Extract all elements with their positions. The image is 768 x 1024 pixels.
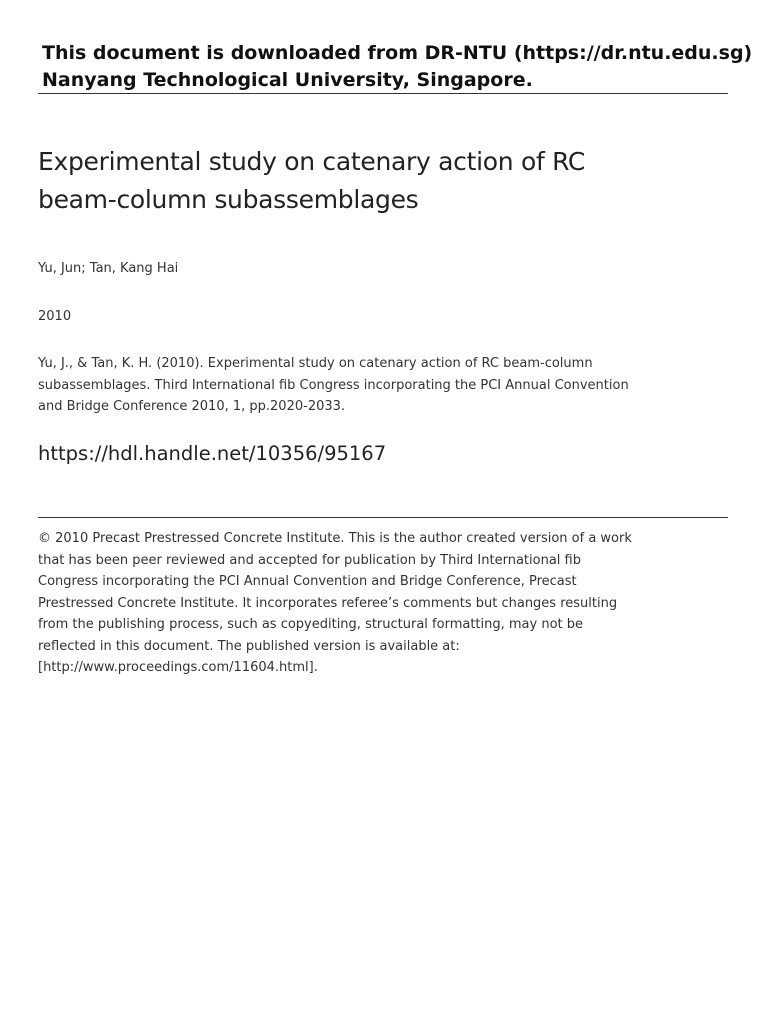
citation-line-1: Yu, J., & Tan, K. H. (2010). Experimental study on catenary action of RC beam-column [38, 356, 593, 371]
repository-header [42, 40, 753, 94]
citation-line-2: subassemblages. Third International fib Congress incorporating the PCI Annual Convention [38, 377, 629, 393]
citation [38, 353, 728, 418]
title-line-1: Experimental study on catenary action of RC [38, 147, 586, 176]
handle-link[interactable]: https://hdl.handle.net/10356/95167 [38, 442, 387, 465]
authors: Yu, Jun; Tan, Kang Hai [38, 261, 179, 276]
title-line-2: beam-column subassemblages [38, 185, 419, 214]
published-version-link[interactable]: [http://www.proceedings.com/11604.html]. [38, 660, 318, 675]
repository-source-line: This document is downloaded from DR-NTU (https://dr.ntu.edu.sg) [42, 42, 753, 64]
notice-divider [38, 517, 728, 518]
notice-line-4: Prestressed Concrete Institute. It incorporates referee’s comments but changes resulting [38, 595, 618, 611]
publication-year: 2010 [38, 309, 72, 324]
citation-line-3: and Bridge Conference 2010, 1, pp.2020-2033. [38, 399, 346, 414]
notice-line-6: reflected in this document. The published version is available at: [38, 638, 460, 654]
header-divider [38, 93, 728, 94]
document-title [38, 143, 718, 219]
copyright-notice [38, 528, 728, 679]
notice-line-2: that has been peer reviewed and accepted for publication by Third International fib [38, 552, 581, 568]
notice-line-5: from the publishing process, such as copyediting, structural formatting, may not be [38, 617, 584, 632]
notice-line-3: Congress incorporating the PCI Annual Convention and Bridge Conference, Precast [38, 574, 577, 589]
notice-line-1: © 2010 Precast Prestressed Concrete Institute. This is the author created version of a work [38, 531, 632, 546]
institution-line: Nanyang Technological University, Singapore. [42, 69, 533, 91]
